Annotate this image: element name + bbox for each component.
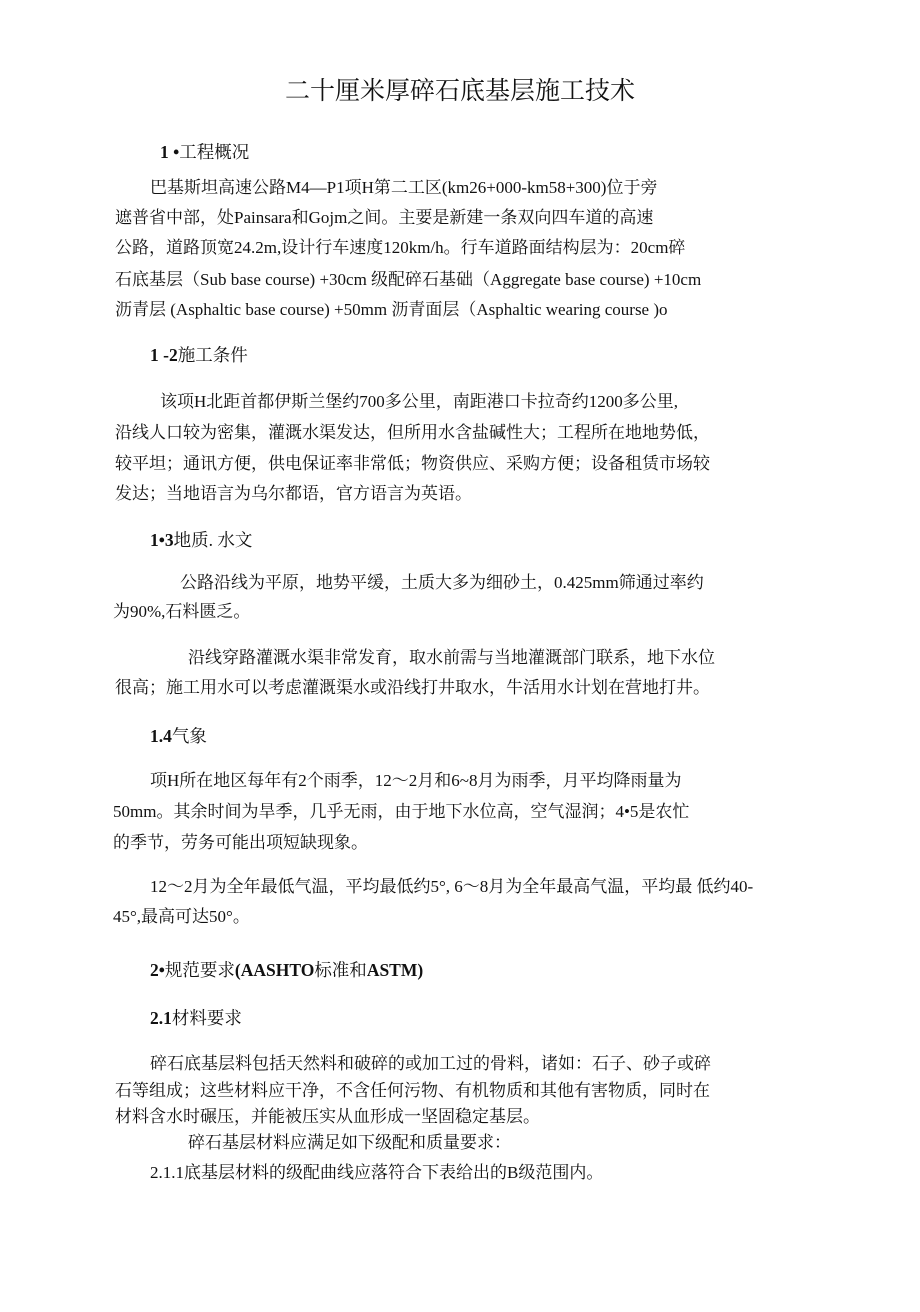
paragraph-line: 为90%,石料匮乏。 [113,602,251,621]
section-number: 2• [150,960,165,980]
paragraph-line: 遮普省中部，处Painsara和Gojm之间。主要是新建一条双向四车道的高速 [115,208,654,227]
section-title: 气象 [171,726,207,746]
section-number: 2.1 [150,1008,172,1028]
section-title: 规范要求 [164,960,235,980]
section-number: 1 -2 [150,345,178,365]
section-1-4-heading [150,725,207,747]
section-2-heading [150,959,423,981]
paragraph-line: 碎石底基层料包括天然料和破碎的或加工过的骨料，诸如：石子、砂子或碎 [150,1054,711,1073]
paragraph-line: 石底基层（Sub base course) +30cm 级配碎石基础（Aggregate base course) +10cm [115,270,702,289]
section-number: 1 • [160,142,180,162]
paragraph-line: 该项H北距首都伊斯兰堡约700多公里，南距港口卡拉奇约1200多公里, [160,392,679,411]
paragraph-line: 的季节，劳务可能出项短缺现象。 [113,833,368,852]
section-2-1-heading [150,1007,242,1029]
paragraph-line: 较平坦；通讯方便，供电保证率非常低；物资供应、采购方便；设备租赁市场较 [115,454,710,473]
section-title-part: 标准和 [314,960,367,980]
paragraph-line: 碎石基层材料应满足如下级配和质量要求： [188,1133,511,1152]
paragraph-line: 沥青层 (Asphaltic base course) +50mm 沥青面层（Asphaltic wearing course )o [115,300,668,319]
paragraph-line: 50mm。其余时间为旱季，几乎无雨，由于地下水位高，空气湿润；4•5是农忙 [113,802,690,821]
section-1-2-heading [150,344,248,366]
section-title: 工程概况 [179,142,250,162]
document-title: 二十厘米厚碎石底基层施工技术 [284,78,635,105]
paragraph-line: 沿线穿路灌溉水渠非常发育，取水前需与当地灌溉部门联系，地下水位 [188,648,715,667]
standard-name: (AASHTO [234,960,315,980]
paragraph-line: 45°,最高可达50°。 [113,907,250,926]
section-title: 地质. 水文 [173,530,253,550]
paragraph-line: 巴基斯坦高速公路M4—P1项H第二工区(km26+000-km58+300)位于旁 [150,178,658,197]
standard-name: ASTM) [366,960,424,980]
paragraph-line: 很高；施工用水可以考虑灌溉渠水或沿线打井取水，牛活用水计划在营地打井。 [115,678,710,697]
paragraph-line: 12～2月为全年最低气温，平均最低约5°, 6～8月为全年最高气温，平均最 低约40- [150,877,754,896]
paragraph-line: 公路沿线为平原，地势平缓，土质大多为细砂土，0.425mm筛通过率约 [180,573,704,592]
section-title: 材料要求 [171,1008,242,1028]
paragraph-line: 材料含水时碾压，并能被压实从血形成一坚固稳定基层。 [115,1107,540,1126]
paragraph-line: 石等组成；这些材料应干净，不含任何污物、有机物质和其他有害物质，同时在 [115,1081,710,1100]
section-number: 1•3 [150,530,174,550]
paragraph-line: 项H所在地区每年有2个雨季，12～2月和6~8月为雨季，月平均降雨量为 [150,771,682,790]
section-1-heading [160,141,249,163]
section-1-3-heading [150,529,252,551]
paragraph-line: 公路，道路顶宽24.2m,设计行车速度120km/h。行车道路面结构层为：20cm碎 [115,238,686,257]
paragraph-line: 2.1.1底基层材料的级配曲线应落符合下表给出的B级范围内。 [150,1163,604,1182]
paragraph-line: 发达；当地语言为乌尔都语，官方语言为英语。 [115,484,472,503]
section-title: 施工条件 [177,345,248,365]
section-number: 1.4 [150,726,172,746]
paragraph-line: 沿线人口较为密集，灌溉水渠发达，但所用水含盐碱性大；工程所在地地势低， [115,423,710,442]
